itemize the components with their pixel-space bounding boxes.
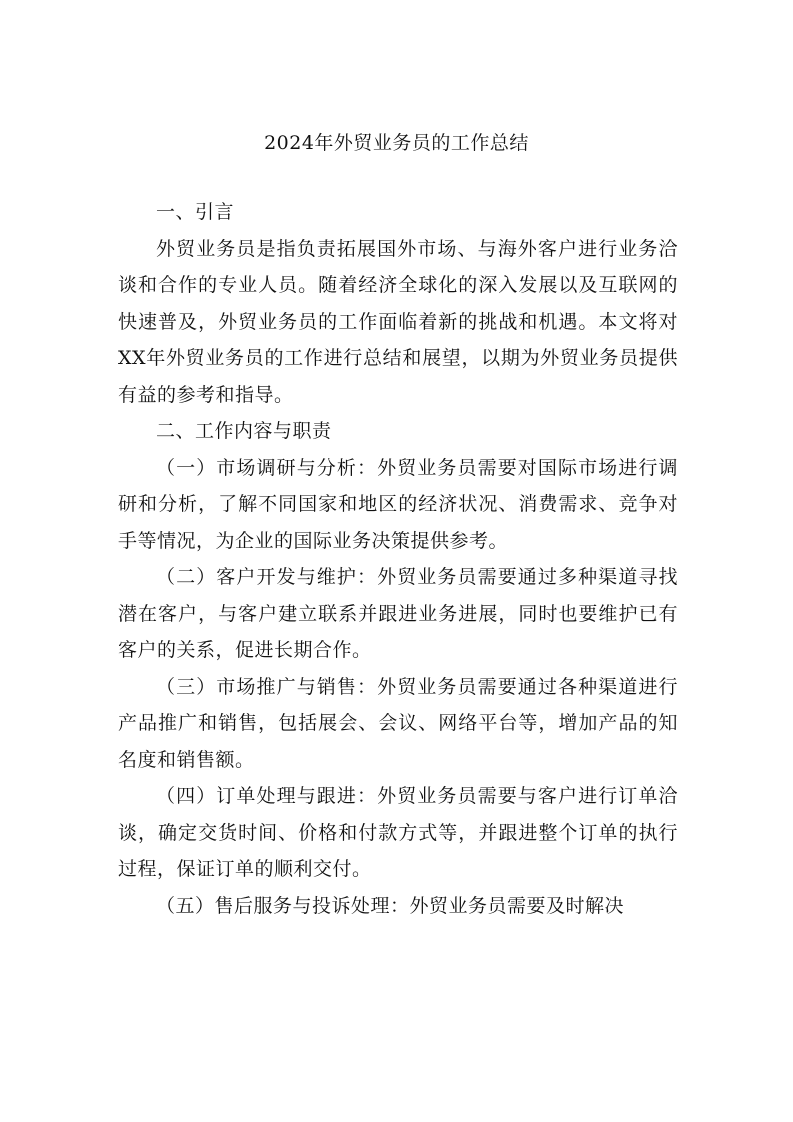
section-heading-introduction: 一、引言 [156, 201, 235, 223]
paragraph: 外贸业务员是指负责拓展国外市场、与海外客户进行业务洽谈和合作的专业人员。随着经济全球化的深入发展以及互联网的快速普及，外贸业务员的工作面临着新的挑战和机遇。本文将对XX年外贸业务员的工作进行总结和展望，以期为外贸业务员提供有益的参考和指导。 [118, 237, 678, 406]
paragraph: （四）订单处理与跟进：外贸业务员需要与客户进行订单洽谈，确定交货时间、价格和付款方式等，并跟进整个订单的执行过程，保证订单的顺利交付。 [118, 785, 678, 880]
paragraph: （三）市场推广与销售：外贸业务员需要通过各种渠道进行产品推广和销售，包括展会、会议、网络平台等，增加产品的知名度和销售额。 [118, 675, 678, 771]
paragraph: （五）售后服务与投诉处理：外贸业务员需要及时解决 [156, 894, 625, 917]
paragraph: （一）市场调研与分析：外贸业务员需要对国际市场进行调研和分析，了解不同国家和地区的经济状况、消费需求、竞争对手等情况，为企业的国际业务决策提供参考。 [118, 456, 678, 552]
document-body [118, 194, 678, 924]
section-heading-duties: 二、工作内容与职责 [156, 420, 332, 442]
paragraph: （二）客户开发与维护：外贸业务员需要通过多种渠道寻找潜在客户，与客户建立联系并跟进业务进展，同时也要维护已有客户的关系，促进长期合作。 [118, 566, 678, 661]
document-title: 2024年外贸业务员的工作总结 [264, 132, 529, 154]
